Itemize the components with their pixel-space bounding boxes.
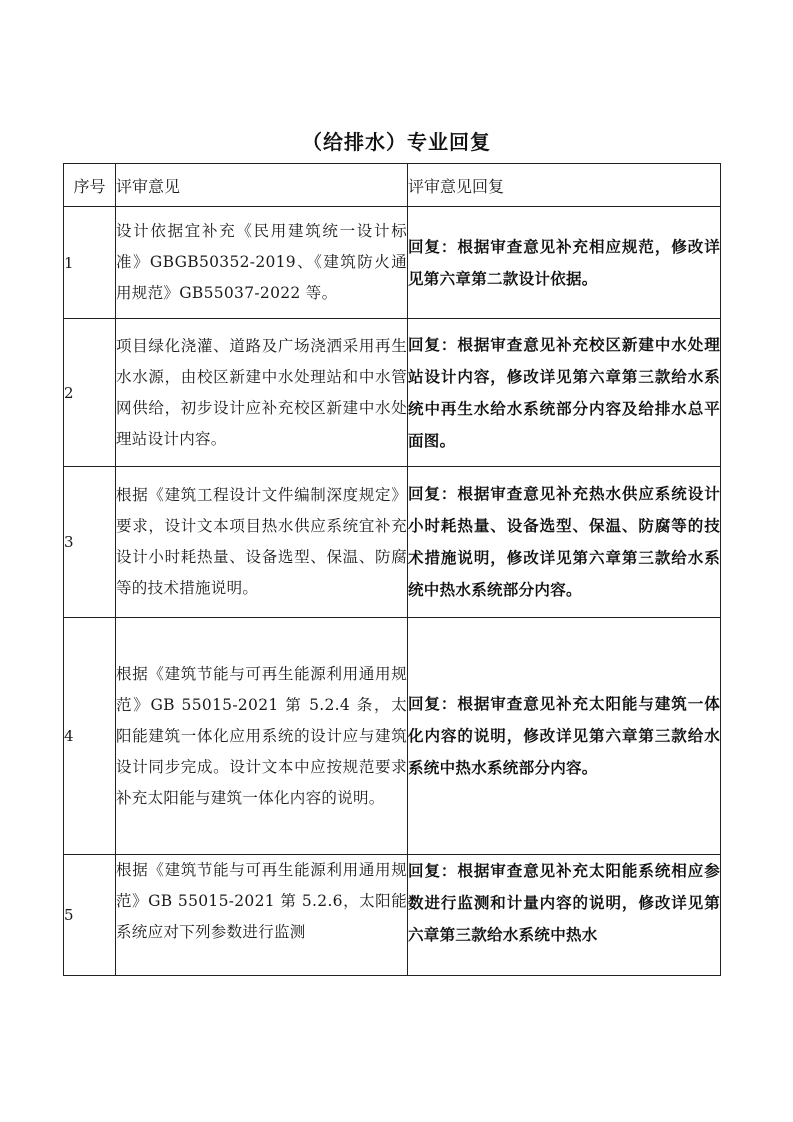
table-row [64,618,721,855]
review-reply: 回复：根据审查意见补充热水供应系统设计小时耗热量、设备选型、保温、防腐等的技术措施说明，修改详见第六章第三款给水系统中热水系统部分内容。 [408,467,721,618]
table-row [64,467,721,618]
row-number: 5 [64,855,116,976]
review-opinion: 项目绿化浇灌、道路及广场浇洒采用再生水水源，由校区新建中水处理站和中水管网供给，初步设计应补充校区新建中水处理站设计内容。 [116,319,408,467]
table-row [64,207,721,319]
header-no: 序号 [64,164,116,207]
table-row [64,319,721,467]
header-opinion: 评审意见 [116,164,408,207]
review-reply: 回复：根据审查意见补充校区新建中水处理站设计内容，修改详见第六章第三款给水系统中再生水给水系统部分内容及给排水总平面图。 [408,319,721,467]
review-opinion: 根据《建筑节能与可再生能源利用通用规范》GB 55015-2021 第 5.2.4 条，太阳能建筑一体化应用系统的设计应与建筑设计同步完成。设计文本中应按规范要求补充太阳能与建筑一体化内容的说明。 [116,618,408,855]
review-opinion: 根据《建筑节能与可再生能源利用通用规范》GB 55015-2021 第 5.2.6，太阳能系统应对下列参数进行监测 [116,855,408,976]
row-number: 4 [64,618,116,855]
review-reply: 回复：根据审查意见补充相应规范，修改详见第六章第二款设计依据。 [408,207,721,319]
page-title: （给排水）专业回复 [302,130,491,154]
review-reply: 回复：根据审查意见补充太阳能系统相应参数进行监测和计量内容的说明，修改详见第六章第三款给水系统中热水 [408,855,721,976]
review-opinion: 设计依据宜补充《民用建筑统一设计标准》GBGB50352-2019、《建筑防火通用规范》GB55037-2022 等。 [116,207,408,319]
row-number: 1 [64,207,116,319]
row-number: 2 [64,319,116,467]
review-table [63,163,721,976]
header-reply: 评审意见回复 [408,164,721,207]
table-header-row [64,164,721,207]
table-row [64,855,721,976]
row-number: 3 [64,467,116,618]
review-opinion: 根据《建筑工程设计文件编制深度规定》要求，设计文本项目热水供应系统宜补充设计小时耗热量、设备选型、保温、防腐等的技术措施说明。 [116,467,408,618]
review-reply: 回复：根据审查意见补充太阳能与建筑一体化内容的说明，修改详见第六章第三款给水系统中热水系统部分内容。 [408,618,721,855]
